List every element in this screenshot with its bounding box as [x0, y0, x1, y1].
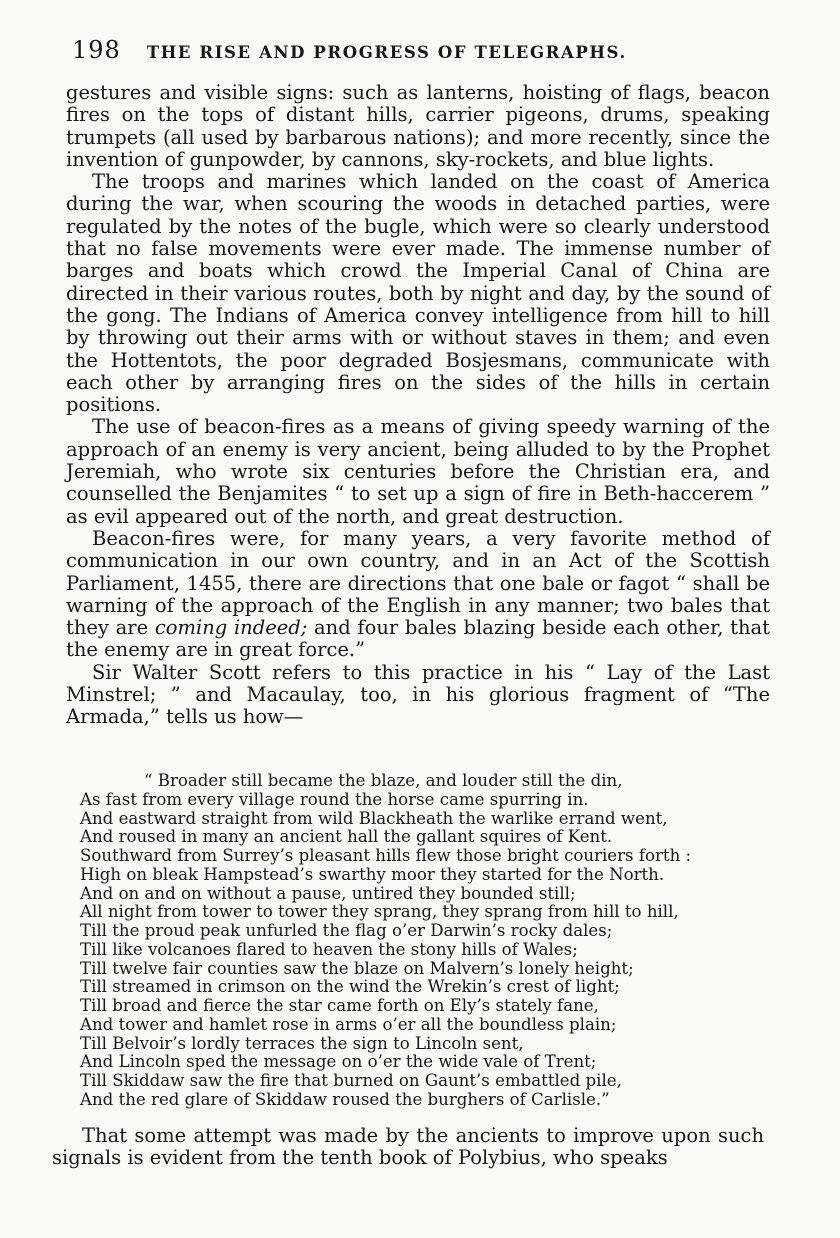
poem-line: And tower and hamlet rose in arms o’er all the boundless plain; [80, 1014, 617, 1034]
poem-line: Till broad and fierce the star came forth on Ely’s stately fane, [80, 996, 599, 1015]
poem-line: And eastward straight from wild Blackheath the warlike errand went, [80, 808, 668, 828]
poem-line: Till the proud peak unfurled the flag o’er Darwin’s rocky dales; [80, 921, 613, 940]
page-header [72, 36, 627, 64]
poem-line: And the red glare of Skiddaw roused the burghers of Carlisle.” [80, 1089, 610, 1109]
paragraph-polybius: That some attempt was made by the ancients to improve upon such signals is evident from the tenth book of Polybius, who speaks [52, 1124, 764, 1170]
paragraph-scottish-act [66, 528, 770, 662]
scottish-act-italic: coming indeed; [154, 616, 308, 640]
body-text [66, 82, 770, 729]
poem-line: All night from tower to tower they sprang, they sprang from hill to hill, [80, 902, 679, 922]
poem-quotation [80, 772, 780, 1110]
closing-text [52, 1125, 764, 1170]
poem-line: And on and on without a pause, untired they bounded still; [80, 883, 576, 903]
scottish-act-text-end: and four bales blazing beside each other, that the enemy are in great force.” [66, 616, 770, 662]
poem-line: Till twelve fair counties saw the blaze on Malvern’s lonely height; [80, 958, 634, 978]
paragraph-walter-scott: Sir Walter Scott refers to this practice in his “ Lay of the Last Minstrel; ” and Macaulay, too, in his glorious fragment of “The Armada,” tells us how— [66, 660, 770, 729]
poem-line: Till Skiddaw saw the fire that burned on Gaunt’s embattled pile, [80, 1071, 622, 1090]
poem-line: Till Belvoir’s lordly terraces the sign to Lincoln sent, [80, 1033, 524, 1053]
poem-line: And Lincoln sped the message on o’er the wide vale of Trent; [80, 1052, 597, 1072]
poem-line: And roused in many an ancient hall the gallant squires of Kent. [80, 827, 613, 847]
poem-line: High on bleak Hampstead’s swarthy moor they started for the North. [80, 864, 665, 884]
poem-line: Till like volcanoes flared to heaven the stony hills of Wales; [80, 939, 578, 959]
page-number: 198 [72, 36, 121, 64]
poem-line: Southward from Surrey’s pleasant hills flew those bright couriers forth : [80, 846, 692, 865]
poem-line: “ Broader still became the blaze, and louder still the din, [144, 771, 623, 790]
paragraph-signals: The troops and marines which landed on the coast of America during the war, when scouring the woods in detached parties, were regulated by the notes of the bugle, which were so clearly understood that no false movements were ever made. The immense number of barges and boats which crowd the Imperial Canal of China are directed in their various routes, both by night and day, by the sound of the gong. The Indians of America convey intelligence from hill to hill by throwing out their arms with or without staves in them; and even the Hottentots, the poor degraded Bosjesmans, communicate with each other by arranging fires on the sides of the hills in certain positions. [66, 170, 770, 417]
poem-line: Till streamed in crimson on the wind the Wrekin’s crest of light; [80, 977, 620, 997]
poem-line: As fast from every village round the horse came spurring in. [80, 789, 589, 809]
scottish-act-text: Beacon-fires were, for many years, a very favorite method of communication in our own country, and in an Act of the Scottish Parliament, 1455, there are directions that one bale or fagot “ shall be warning of the approach of the English in any manner; two bales that they are [66, 526, 770, 640]
paragraph-continuation: gestures and visible signs: such as lanterns, hoisting of flags, beacon fires on the tops of distant hills, carrier pigeons, drums, speaking trumpets (all used by barbarous nations); and more recently, since the invention of gunpowder, by cannons, sky-rockets, and blue lights. [66, 81, 770, 171]
running-title: THE RISE AND PROGRESS OF TELEGRAPHS. [146, 43, 627, 62]
paragraph-beacon-fires: The use of beacon-fires as a means of giving speedy warning of the approach of an enemy is very ancient, being alluded to by the Prophet Jeremiah, who wrote six centuries before the Christian era, and counselled the Benjamites “ to set up a sign of fire in Beth-haccerem ” as evil appeared out of the north, and great destruction. [66, 415, 770, 528]
